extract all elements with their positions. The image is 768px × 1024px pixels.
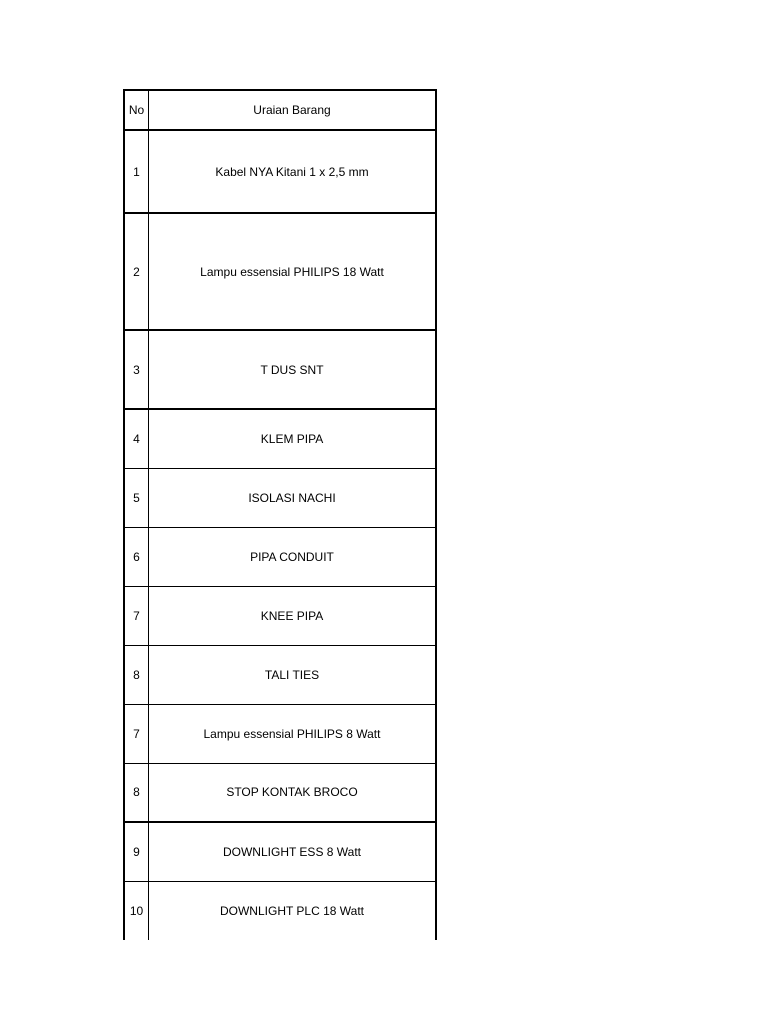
row-description: Lampu essensial PHILIPS 8 Watt xyxy=(149,704,437,763)
table-row xyxy=(124,586,436,645)
table-row xyxy=(124,409,436,468)
row-no: 6 xyxy=(124,527,149,586)
spreadsheet-area xyxy=(123,89,437,940)
row-no: 4 xyxy=(124,409,149,468)
row-description: Kabel NYA Kitani 1 x 2,5 mm xyxy=(149,130,437,213)
table-row xyxy=(124,527,436,586)
table-row xyxy=(124,130,436,213)
row-description: DOWNLIGHT PLC 18 Watt xyxy=(149,881,437,940)
table-row xyxy=(124,213,436,330)
row-description: PIPA CONDUIT xyxy=(149,527,437,586)
table-row xyxy=(124,330,436,409)
row-no: 7 xyxy=(124,586,149,645)
table-row xyxy=(124,704,436,763)
row-no: 7 xyxy=(124,704,149,763)
header-description: Uraian Barang xyxy=(149,90,437,130)
row-no: 9 xyxy=(124,822,149,881)
header-no: No xyxy=(124,90,149,130)
table-row xyxy=(124,822,436,881)
row-no: 8 xyxy=(124,645,149,704)
row-no: 5 xyxy=(124,468,149,527)
table-row xyxy=(124,645,436,704)
row-description: DOWNLIGHT ESS 8 Watt xyxy=(149,822,437,881)
row-description: Lampu essensial PHILIPS 18 Watt xyxy=(149,213,437,330)
row-description: STOP KONTAK BROCO xyxy=(149,763,437,822)
table-row xyxy=(124,468,436,527)
row-description: TALI TIES xyxy=(149,645,437,704)
row-no: 2 xyxy=(124,213,149,330)
table-row xyxy=(124,881,436,940)
row-no: 1 xyxy=(124,130,149,213)
row-no: 8 xyxy=(124,763,149,822)
row-no: 10 xyxy=(124,881,149,940)
row-description: T DUS SNT xyxy=(149,330,437,409)
row-description: KNEE PIPA xyxy=(149,586,437,645)
row-description: KLEM PIPA xyxy=(149,409,437,468)
row-description: ISOLASI NACHI xyxy=(149,468,437,527)
table-header-row xyxy=(124,90,436,130)
items-table xyxy=(123,89,437,940)
row-no: 3 xyxy=(124,330,149,409)
table-row xyxy=(124,763,436,822)
